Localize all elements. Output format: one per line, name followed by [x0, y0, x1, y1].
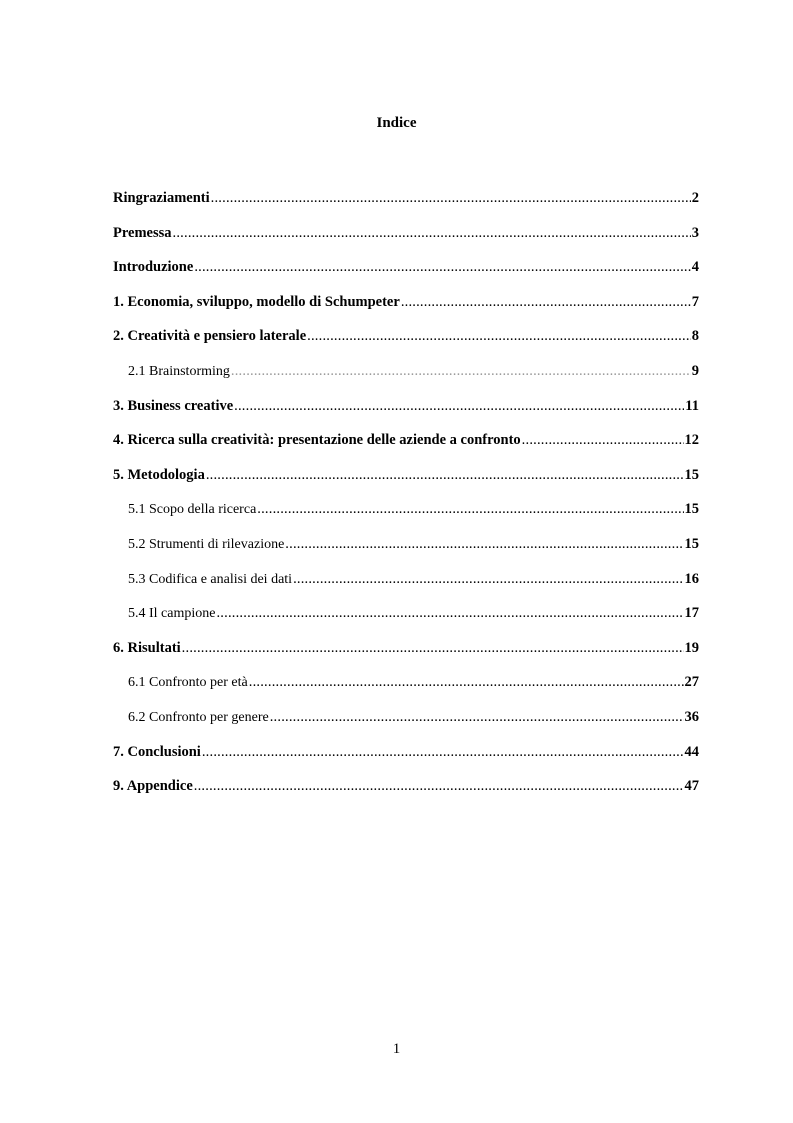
toc-dot-leader [293, 569, 683, 589]
toc-entry-chapter-7[interactable] [113, 742, 699, 777]
toc-entry-page: 9 [691, 362, 699, 379]
toc-entry-label: 5.4 Il campione [128, 606, 216, 622]
toc-entry-page: 12 [684, 432, 699, 449]
toc-entry-page: 3 [691, 224, 699, 241]
toc-dot-leader [194, 776, 684, 796]
toc-dot-leader [285, 534, 683, 554]
toc-entry-page: 15 [684, 535, 699, 552]
toc-entry-premessa[interactable] [113, 223, 699, 258]
toc-title: Indice [376, 115, 417, 131]
toc-dot-leader [206, 465, 684, 485]
toc-entry-section-6-1[interactable] [113, 672, 699, 707]
toc-entry-page: 15 [684, 501, 699, 518]
toc-entry-ringraziamenti[interactable] [113, 188, 699, 223]
toc-entry-label: 3. Business creative [113, 397, 234, 414]
toc-entry-chapter-3[interactable] [113, 396, 699, 431]
toc-dot-leader [216, 603, 683, 623]
toc-entry-page: 27 [684, 674, 699, 691]
toc-dot-leader [182, 638, 684, 658]
toc-entry-label: Ringraziamenti [113, 190, 210, 206]
toc-entry-section-5-4[interactable] [113, 603, 699, 638]
toc-entry-chapter-1[interactable] [113, 292, 699, 327]
toc-entry-chapter-4[interactable] [113, 430, 699, 465]
toc-dot-leader [257, 499, 683, 519]
toc-entry-section-5-2[interactable] [113, 534, 699, 569]
toc-dot-leader [307, 326, 691, 346]
toc-entry-label: Premessa [113, 224, 172, 241]
toc-entry-label: 9. Appendice [113, 778, 193, 795]
toc-entry-chapter-2[interactable] [113, 326, 699, 361]
toc-entry-page: 36 [684, 708, 699, 725]
page-number: 1 [392, 1041, 401, 1057]
toc-dot-leader [522, 430, 684, 450]
toc-entry-page: 4 [691, 259, 699, 276]
toc-entry-section-6-2[interactable] [113, 707, 699, 742]
toc-entry-page: 17 [684, 605, 699, 622]
toc-dot-leader [270, 707, 684, 727]
toc-dot-leader [202, 742, 684, 762]
toc-entry-label: 4. Ricerca sulla creatività: presentazione delle aziende a confronto [113, 432, 521, 449]
toc-entry-introduzione[interactable] [113, 257, 699, 292]
toc-dot-leader [401, 292, 691, 312]
toc-entry-label: 5. Metodologia [113, 466, 205, 483]
toc-entry-page: 2 [691, 190, 699, 206]
toc-entry-chapter-9[interactable] [113, 776, 699, 811]
toc-dot-leader [231, 361, 691, 381]
toc-entry-label: 6.1 Confronto per età [128, 675, 248, 691]
toc-entry-page: 7 [691, 293, 699, 310]
toc-entry-page: 19 [684, 639, 699, 656]
toc-entry-chapter-5[interactable] [113, 465, 699, 500]
toc-entry-section-5-3[interactable] [113, 569, 699, 604]
toc-entry-section-2-1[interactable] [113, 361, 699, 396]
toc-entry-chapter-6[interactable] [113, 638, 699, 673]
toc-entry-label: 5.3 Codifica e analisi dei dati [128, 571, 293, 587]
toc-entry-page: 47 [684, 778, 699, 795]
toc-entry-page: 8 [691, 328, 699, 345]
toc-entry-page: 16 [684, 570, 699, 587]
toc-entry-label: 2. Creatività e pensiero laterale [113, 328, 307, 345]
toc-entry-label: 2.1 Brainstorming [128, 363, 230, 379]
toc-entry-page: 11 [685, 397, 699, 414]
toc-dot-leader [173, 223, 691, 243]
toc-dot-leader [249, 672, 684, 692]
toc-entry-label: 7. Conclusioni [113, 743, 201, 760]
table-of-contents [113, 188, 699, 811]
toc-entry-label: 5.1 Scopo della ricerca [128, 502, 257, 518]
toc-dot-leader [194, 257, 690, 277]
toc-entry-label: 1. Economia, sviluppo, modello di Schumpeter [113, 293, 400, 310]
toc-entry-section-5-1[interactable] [113, 499, 699, 534]
toc-entry-page: 15 [684, 466, 699, 483]
toc-entry-label: 6. Risultati [113, 639, 181, 656]
toc-entry-page: 44 [684, 743, 699, 760]
toc-dot-leader [234, 396, 684, 416]
toc-dot-leader [211, 188, 691, 208]
toc-entry-label: 5.2 Strumenti di rilevazione [128, 536, 285, 552]
toc-entry-label: 6.2 Confronto per genere [128, 709, 269, 725]
toc-entry-label: Introduzione [113, 259, 194, 276]
